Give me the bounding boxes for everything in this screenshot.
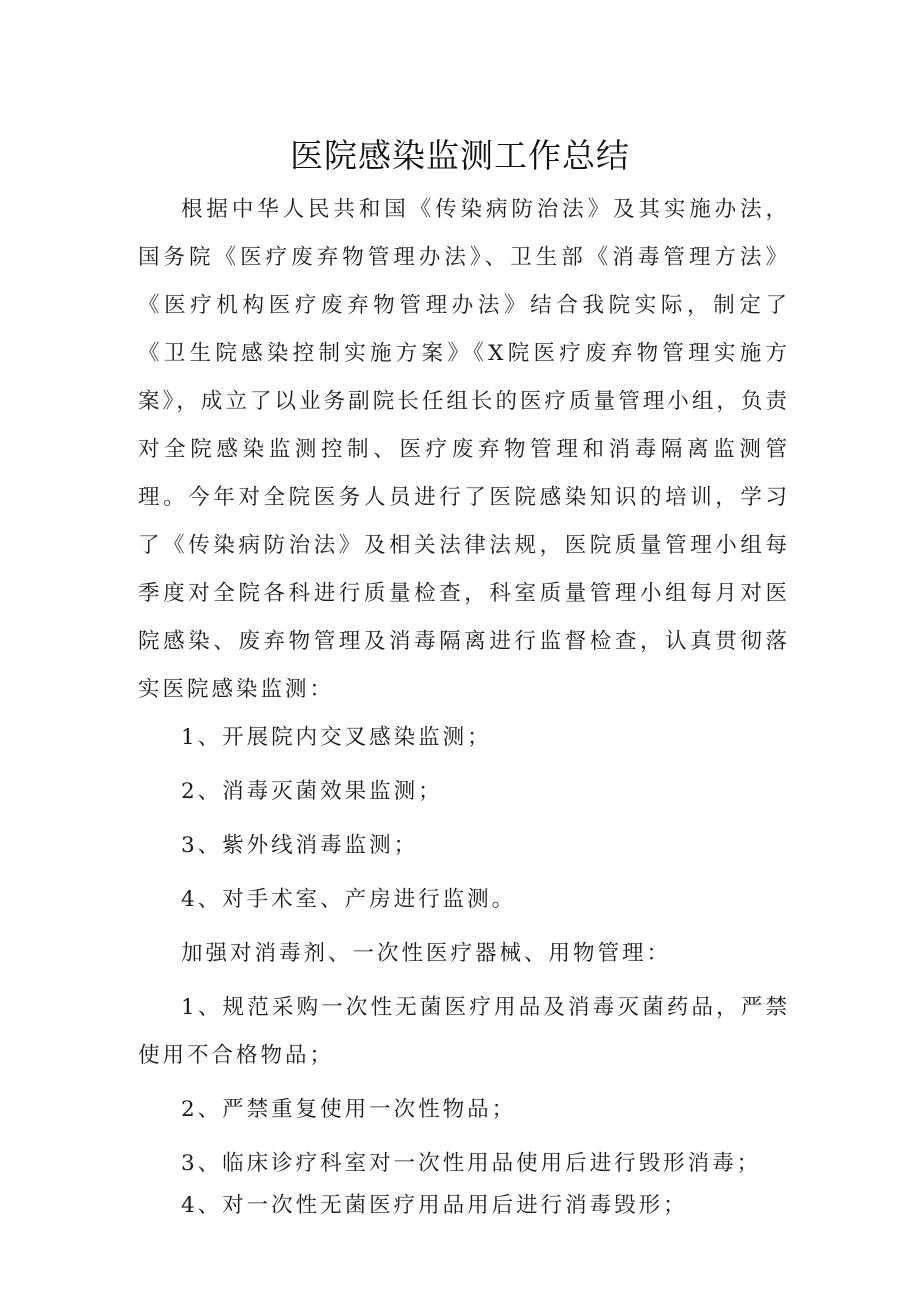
management-item-1: 1、规范采购一次性无菌医疗用品及消毒灭菌药品，严禁使用不合格物品； [138, 995, 790, 1068]
monitoring-item-2: 2、消毒灭菌效果监测； [181, 779, 443, 804]
management-heading: 加强对消毒剂、一次性医疗器械、用物管理： [181, 941, 672, 966]
document-title: 医院感染监测工作总结 [290, 136, 630, 175]
monitoring-item-4: 4、对手术室、产房进行监测。 [181, 887, 517, 912]
management-item-2: 2、严禁重复使用一次性物品； [181, 1097, 517, 1122]
monitoring-item-3: 3、紫外线消毒监测； [181, 833, 419, 858]
intro-paragraph: 根据中华人民共和国《传染病防治法》及其实施办法，国务院《医疗废弃物管理办法》、卫生部《消毒管理方法》《医疗机构医疗废弃物管理办法》结合我院实际，制定了《卫生院感染控制实施方案》《X院医疗废弃物管理实施方案》，成立了以业务副院长任组长的医疗质量管理小组，负责对全院感染监测控制、医疗废弃物管理和消毒隔离监测管理。今年对全院医务人员进行了医院感染知识的培训，学习了《传染病防治法》及相关法律法规，医院质量管理小组每季度对全院各科进行质量检查，科室质量管理小组每月对医院感染、废弃物管理及消毒隔离进行监督检查，认真贯彻落实医院感染监测： [138, 197, 790, 702]
document-body [138, 186, 790, 1230]
management-item-4: 4、对一次性无菌医疗用品用后进行消毒毁形； [181, 1193, 688, 1218]
management-item-3: 3、临床诊疗科室对一次性用品使用后进行毁形消毒； [181, 1151, 762, 1176]
monitoring-item-1: 1、开展院内交叉感染监测； [181, 725, 492, 750]
